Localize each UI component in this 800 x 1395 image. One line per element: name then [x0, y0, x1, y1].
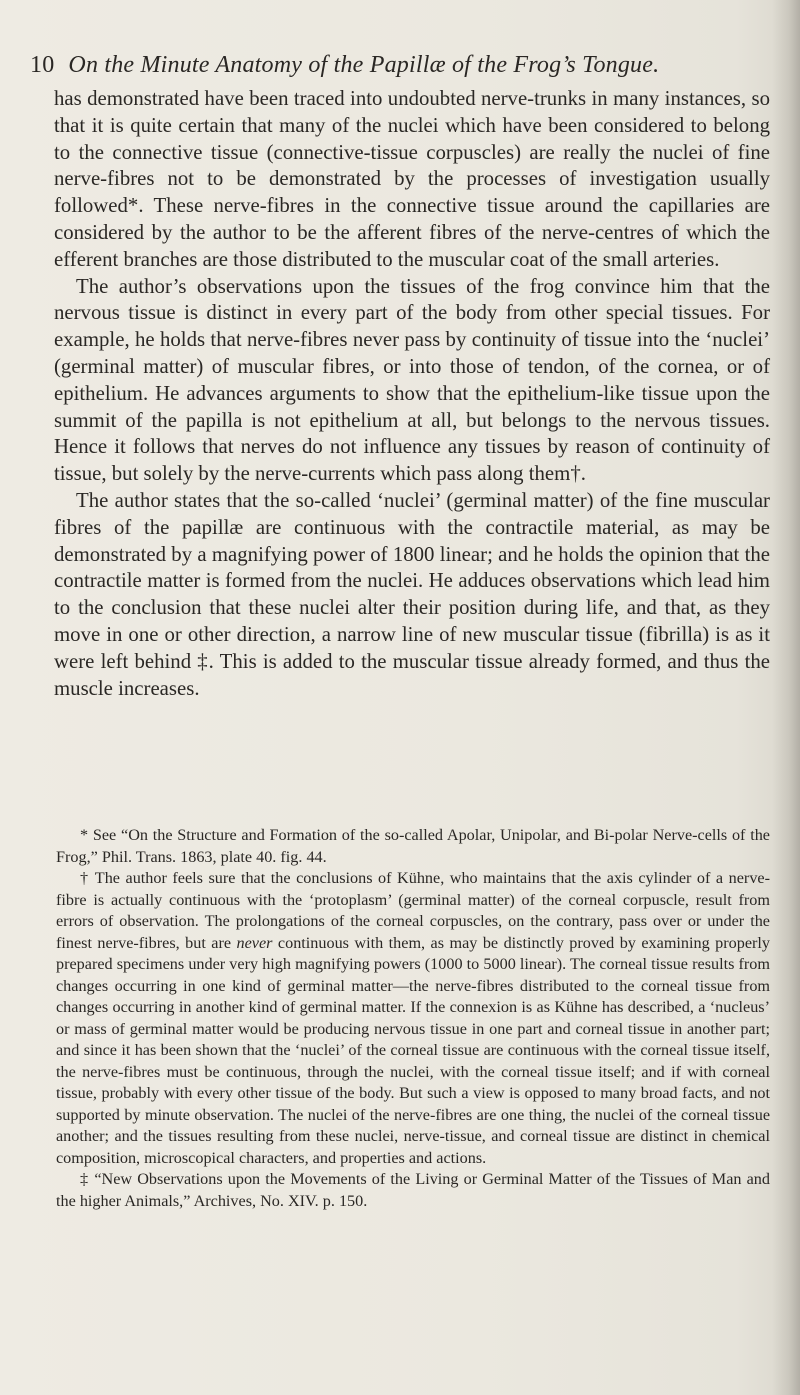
footnote [56, 868, 770, 1169]
footnotes [56, 825, 770, 1212]
paragraph: The author’s observations upon the tissues of the frog convince him that the nervous tissue is distinct in every part of the body from other special tissues. For example, he holds that nerve-fibres never pass by continuity of tissue into the ‘nuclei’ (germinal matter) of muscular fibres, or into those of tendon, of the cornea, or of epithelium. He advances arguments to show that the epithelium-like tissue upon the summit of the papilla is not epithelium at all, but belongs to the nervous tissues. Hence it follows that nerves do not influence any tissues by reason of continuity of tissue, but solely by the nerve-currents which pass along them†. [54, 274, 770, 486]
footnote-emphasis: never [236, 933, 273, 952]
footnote: * See “On the Structure and Formation of the so-called Apolar, Unipolar, and Bi-polar Nerve-cells of the Frog,” Phil. Trans. 1863, plate 40. fig. 44. [56, 826, 770, 866]
page-number: 10 [30, 52, 55, 78]
paragraph: The author states that the so-called ‘nuclei’ (germinal matter) of the fine muscular fibres of the papillæ are continuous with the contractile material, as may be demonstrated by a magnifying power of 1800 linear; and he holds the opinion that the contractile matter is formed from the nuclei. He adduces observations which lead him to the conclusion that these nuclei alter their position during life, and that, as they move in one or other direction, a narrow line of new muscular tissue (fibrilla) is as it were left behind ‡. This is added to the muscular tissue already formed, and thus the muscle increases. [54, 488, 770, 700]
footnote: ‡ “New Observations upon the Movements of the Living or Germinal Matter of the Tissues of Man and the higher Animals,” Archives, No. XIV. p. 150. [56, 1170, 770, 1210]
running-head [30, 52, 770, 79]
running-title: On the Minute Anatomy of the Papillæ of the Frog’s Tongue. [68, 52, 660, 78]
footnote-text: † The author feels sure that the conclusions of Kühne, who maintains that the axis cylinder of a nerve-fibre is actually continuous with the ‘protoplasm’ (germinal matter) of the corneal corpuscle, result from errors of observation. The prolongations of the corneal corpuscles, on the contrary, pass over or under the finest nerve-fibres, but are [56, 869, 770, 952]
footnote-text: continuous with them, as may be distinctly proved by examining properly prepared specimens under very high magnifying powers (1000 to 5000 linear). The corneal tissue results from changes occurring in one kind of germinal matter—the nerve-fibres distributed to the corneal tissue from changes occurring in another kind of germinal matter. If the connexion is as Kühne has described, a ‘nucleus’ or mass of germinal matter would be producing nervous tissue in one part and corneal tissue in another part; and since it has been shown that the ‘nuclei’ of the corneal tissue are continuous with the corneal tissue itself, the nerve-fibres must be continuous, through the nuclei, with the corneal tissue itself; and if with corneal tissue, probably with every other tissue of the body. But such a view is opposed to many broad facts, and not supported by minute observation. The nuclei of the nerve-fibres are one thing, the nuclei of the corneal tissue another; and the tissues resulting from these nuclei, nerve-tissue, and corneal tissue are distinct in chemical composition, microscopical characters, and properties and actions. [56, 933, 770, 1167]
page-edge-shadow [772, 0, 800, 1395]
paragraph: has demonstrated have been traced into undoubted nerve-trunks in many instances, so that it is quite certain that many of the nuclei which have been considered to belong to the connective tissue (connective-tissue corpuscles) are really the nuclei of fine nerve-fibres not to be demonstrated by the processes of investigation usually followed*. These nerve-fibres in the connective tissue around the capillaries are considered by the author to be the afferent fibres of the nerve-centres of which the efferent branches are those distributed to the muscular coat of the small arteries. [54, 87, 770, 271]
main-text [54, 86, 770, 702]
